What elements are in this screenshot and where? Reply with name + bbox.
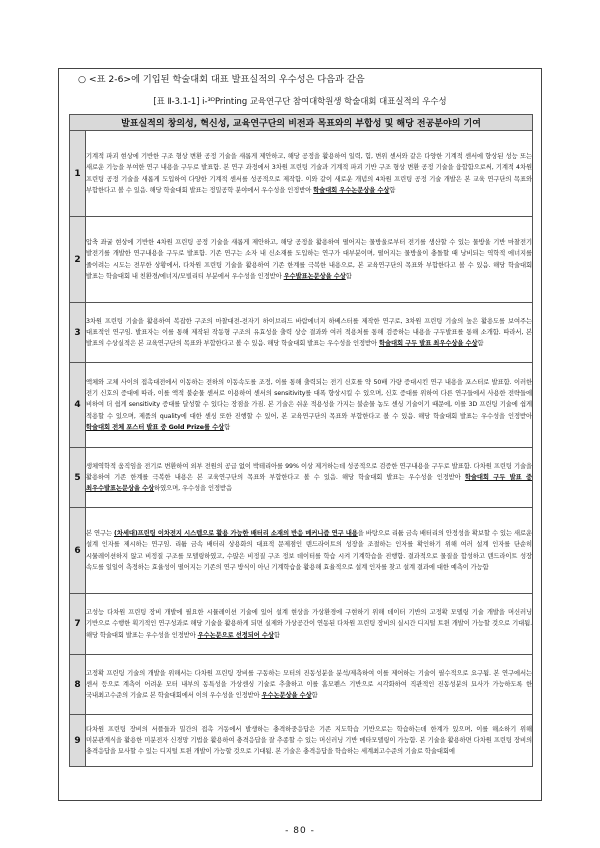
row-highlight: 학술대회 구두 발표 최우수상을 수상 [378, 340, 478, 348]
row-number: 7 [70, 594, 86, 655]
row-body: 본 연구는 [86, 530, 115, 537]
row-number: 9 [70, 715, 86, 767]
row-highlight: 학술대회 전체 포스터 발표 중 Gold Prize를 수상 [86, 423, 225, 431]
row-body: 고정확 프린팅 기술의 개발을 위해서는 다차원 프린팅 장비를 구동하는 모터의 진동성분을 분석/제측하여 이를 제어하는 기술이 필수적으로 요구됨. 본 연구에서는 센서 등으로 계측이 어려운 모터 내부의 동특성을 가상센싱 기술로 추출하고 이를 홈모펜스 기반으로 시각화하여 직관적인 진동성분의 묘사가 가능하도록 한 국내최고수준의 기술로 본 학술대회에서 이의 우수성을 인정받아 [86, 669, 532, 700]
table-row [70, 508, 533, 594]
row-number: 6 [70, 508, 86, 594]
row-highlight: 우수논문으로 선정되어 수상 [197, 631, 274, 639]
table-row [70, 655, 533, 715]
table-caption: [표 Ⅱ-3.1-1] i-³ᴰPrinting 교육연구단 참여대학원생 학술대회 대표실적의 우수성 [153, 96, 447, 106]
row-highlight: 학술대회 우수논문상을 수상 [313, 186, 390, 194]
table-row [70, 363, 533, 448]
row-number: 3 [70, 303, 86, 363]
table-header-row [70, 115, 533, 131]
row-text [86, 715, 533, 767]
row-text [86, 303, 533, 363]
row-text [86, 448, 533, 508]
row-body: 압축 좌굴 현상에 기반한 4차원 프린팅 공정 기술을 새롭게 제안하고, 해당 공정을 활용하여 떨어지는 물방울로부터 전기를 생산할 수 있는 물방울 기반 마찰전기 발전기를 개발한 연구내용을 구두로 발표함. 기존 연구는 소자 내 신소재를 도입하는 연구가 대부분이며, 떨어지는 물방울이 충돌할 때 낭비되는 역학적 에너지를 줄이려는 시도는 전무한 상황에서, 다차원 프린팅 기술을 활용하여 기존 한계를 극복한 내용으로, 본 교육연구단의 목표와 부합한다고 볼 수 있음. 해당 학술대회 발표는 학술대회 내 친환경/에너지/모빌리티 부분에서 우수성을 인정받아 [86, 239, 532, 280]
row-number: 5 [70, 448, 86, 508]
row-body: 다차원 프린팅 장비의 서플들과 밀간의 접촉 거동에서 발생하는 충격하중응답은 기존 지도학습 기반으로는 학습하는데 한계가 있으며, 이를 해소하기 위해 미분관계식을 활용한 미분전자 신경망 기법을 활용하여 충격응답을 잘 추종할 수 있는 머신러닝 기반 메타모델링이 가능함. 본 기술을 활용하면 다차원 프린팅 장비의 충격응답을 묘사할 수 있는 디지털 트윈 개발이 가능할 것으로 기대됨. 본 기술은 충격응답을 학습하는 세계최고수준의 기술로 학술대회에 [86, 725, 532, 756]
row-tail: 함 [224, 423, 231, 431]
row-highlight: (차세대)프린팅 이차전지 시스템으로 활용 가능한 배터리 소재의 반응 메커니즘 연구 내용 [114, 530, 358, 537]
row-text [86, 217, 533, 303]
row-text [86, 594, 533, 655]
row-tail: 을 바탕으로 리튬 금속 배터리의 안정성을 확보할 수 있는 새로운 설계 인자를 제시하는 연구임. 리튬 금속 배터리 상용화의 대표적 문제점인 덴드라이트의 성장을 조절하는 인자를 확인하기 위해 여러 설계 인자를 단순히 시뮬레이션하지 않고 비정질 구조를 모델링하였고, 수많은 비정질 구조 정보 데이터를 학습 시켜 기계학습을 진행함. 결과적으로 물질을 합성하고 덴드라이트 성장 속도를 일일이 측정하는 효율성이 떨어지는 기존의 연구 방식이 아닌 기계학습을 활용해 효율적으로 설계 인자를 찾고 설계 결과에 대한 예측이 가능함 [86, 530, 532, 571]
table-header: 발표실적의 창의성, 혁신성, 교육연구단의 비전과 목표와의 부합성 및 해당 전공분야의 기여 [70, 115, 533, 131]
row-tail: 함 [389, 186, 396, 194]
section-heading: ○ <표 2-6>에 기입된 학술대회 대표 발표실적의 우수성은 다음과 같음 [78, 74, 365, 85]
table-row [70, 715, 533, 767]
row-tail: 함 [273, 631, 280, 639]
row-text [86, 655, 533, 715]
table-row [70, 303, 533, 363]
row-body: 고성능 다차원 프린팅 장비 개발에 필요한 시뮬레이션 기술에 있어 설계 현상을 가상환경에 구현하기 위해 데이터 기반의 고정확 모델링 기술 개발을 머신러닝 기반으로 수행한 획기적인 연구성과로 해당 기술을 활용하게 되면 실제와 가상공간이 연동된 다차원 프린팅 장비의 실시간 디지털 트윈 개발이 가능할 것으로 기대됨. 해당 학술대회 발표는 우수성을 인정받아 [86, 609, 532, 639]
page-number: - 80 - [285, 826, 315, 836]
row-number: 2 [70, 217, 86, 303]
row-text [86, 131, 533, 217]
row-text [86, 363, 533, 448]
row-number: 1 [70, 131, 86, 217]
table-row [70, 448, 533, 508]
row-tail: 함 [477, 340, 484, 348]
row-body: 액체와 고체 사이의 접촉대전에서 이동하는 전하의 이동속도를 조정, 이를 통해 출력되는 전기 신호를 약 50배 가량 증대시킨 연구 내용을 포스터로 발표함. 이러한 전기 신호의 증대에 따라, 이를 액적 불순물 센서로 이용하여 센서의 sensitivity를 대폭 향상시킬 수 있으며, 신호 증대를 위하여 다른 연구들에서 사용한 전략들에 비하여 더 쉽게 sensitivity 증대를 달성할 수 있다는 장점을 가짐. 본 기술은 쉬운 적용성을 가지는 불순물 농도 센싱 기술이기 때문에, 이를 3D 프린팅 기술에 쉽게 적용할 수 있으며, 제품의 quality에 대한 센싱 또한 진행할 수 있어, 본 교육연구단의 목표와 부합한다고 볼 수 있음. 해당 학술대회 발표는 우수성을 인정받아 [86, 378, 532, 420]
row-tail: 하였으며, 우수성을 인정받음 [154, 485, 232, 493]
row-tail: 함 [311, 692, 318, 700]
table-row [70, 594, 533, 655]
row-text [86, 508, 533, 594]
row-highlight: 우수발표논문상을 수상 [283, 272, 346, 280]
row-body: 3차원 프린팅 기술을 활용하여 복잡한 구조의 마찰대전-전자기 하이브리드 바람에너지 하베스터를 제작한 연구로, 3차원 프린팅 기술의 높은 활용도를 보여주는 대표적인 연구임. 발표자는 이를 통해 제작된 작동형 구조의 유효성을 출력 상승 결과와 여러 적용처를 통해 검증하는 내용을 구두발표를 통해 소개함. 따라서, 본 발표의 수상실적은 본 교육연구단의 목표와 부합한다고 볼 수 있음. 해당 학술대회 발표는 우수성을 인정받아 [86, 317, 532, 348]
row-number: 8 [70, 655, 86, 715]
row-body: 생체역학적 움직임을 전기로 변환하여 외부 전원의 공급 없이 박테리아를 99% 이상 제거하는데 성공적으로 검증한 연구내용을 구두로 발표함. 다차원 프린팅 기술을 활용하여 기존 한계를 극복한 내용은 본 교육연구단의 목표와 부합한다고 볼 수 있음. 해당 학술대회 발표는 우수성을 인정받아 [86, 462, 532, 481]
row-tail: 함 [345, 272, 352, 280]
row-highlight: 우수논문상을 수상 [261, 692, 312, 700]
achievement-table [69, 114, 533, 767]
table-row [70, 217, 533, 303]
row-highlight: 학술대회 구두 발표 중 최우수발표논문상을 수상 [86, 473, 532, 493]
row-body: 기계적 파괴 현상에 기반한 구조 형상 변환 공정 기술을 새롭게 제안하고, 해당 공정을 활용하여 일력, 힘, 변위 센서와 같은 다양한 기계적 센서에 향상된 성능 또는 새로운 기능을 부여한 연구 내용을 구두로 발표함. 본 연구 과정에서 3차원 프린팅 기술과 기계적 파괴 기반 구조 형상 변환 공정 기술을 융합함으로써, 기계적 4차원 프린팅 공정 기술을 새롭게 도입하여 다양한 기계적 센서를 성공적으로 제작함. 이와 같이 새로운 개념의 4차원 프린팅 공정 기술 개발은 본 교육 연구단의 목표와 부합한다고 볼 수 있음. 해당 학술대회 발표는 정밀공학 분야에서 우수성을 인정받아 [86, 153, 532, 194]
table-row [70, 131, 533, 217]
row-number: 4 [70, 363, 86, 448]
